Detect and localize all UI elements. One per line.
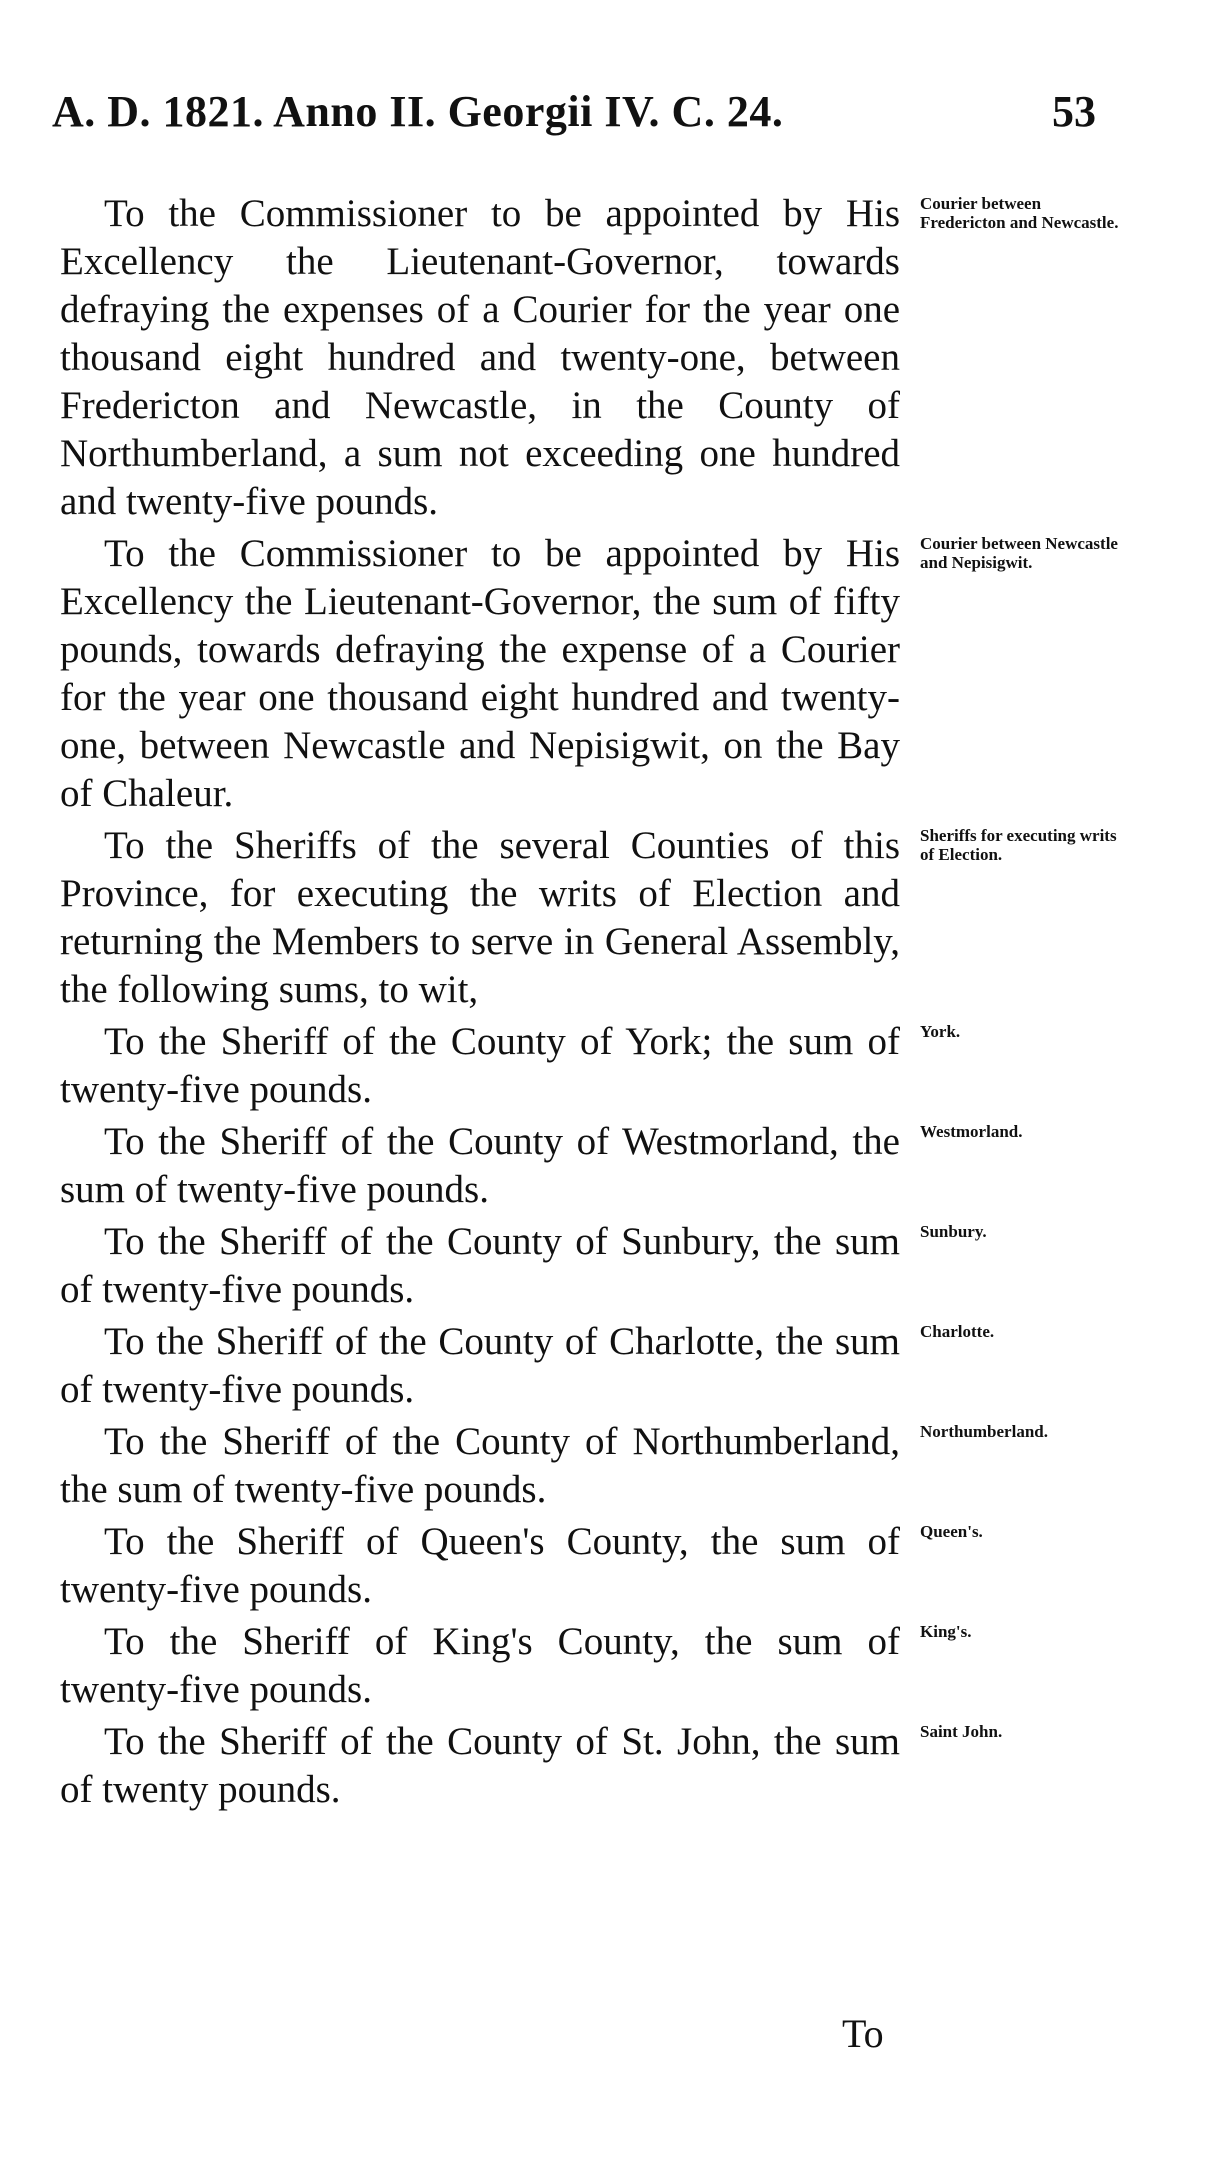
- entry-courier-fredericton-newcastle: [60, 190, 1119, 526]
- entry-text: To the Sheriff of the County of Northumberland, the sum of twenty-five pounds.: [60, 1420, 900, 1511]
- side-note: Westmorland.: [920, 1122, 1023, 1141]
- entry-sheriff-northumberland: [60, 1418, 1048, 1514]
- entry-sheriff-saint-john: [60, 1718, 1003, 1814]
- entry-text: To the Commissioner to be appointed by His Excellency the Lieutenant-Governor, towards defraying the expenses of a Courier for the year one thousand eight hundred and twenty-one, between Fredericton and Newcastle, in the County of Northumberland, a sum not exceeding one hundred and twenty-five pounds.: [60, 192, 900, 523]
- side-note: Charlotte.: [920, 1322, 995, 1341]
- entry-text: To the Sheriffs of the several Counties of this Province, for executing the writs of Election and returning the Members to serve in General Assembly, the following sums, to wit,: [60, 824, 900, 1011]
- entry-sheriff-kings: [60, 1618, 972, 1714]
- side-note: Saint John.: [920, 1722, 1003, 1741]
- side-note: Queen's.: [920, 1522, 983, 1541]
- entry-text: To the Commissioner to be appointed by His Excellency the Lieutenant-Governor, the sum of fifty pounds, towards defraying the expense of a Courier for the year one thousand eight hundred and twenty-one, between Newcastle and Nepisigwit, on the Bay of Chaleur.: [60, 532, 900, 815]
- entry-text: To the Sheriff of Queen's County, the sum of twenty-five pounds.: [60, 1520, 900, 1611]
- side-note: Sunbury.: [920, 1222, 987, 1241]
- side-note: King's.: [920, 1622, 972, 1641]
- side-note: Courier between Newcastle and Nepisigwit.: [920, 534, 1118, 572]
- entry-sheriff-westmorland: [60, 1118, 1023, 1214]
- catchword: To: [842, 2011, 884, 2056]
- entry-sheriff-york: [60, 1018, 961, 1114]
- entry-text: To the Sheriff of the County of Sunbury, the sum of twenty-five pounds.: [60, 1220, 900, 1311]
- side-note: York.: [920, 1022, 961, 1041]
- body-text: [60, 190, 1119, 1818]
- entry-text: To the Sheriff of King's County, the sum of twenty-five pounds.: [60, 1620, 900, 1711]
- entry-sheriff-charlotte: [60, 1318, 995, 1414]
- page-header: [52, 86, 1152, 146]
- entry-courier-newcastle-nepisigwit: [60, 530, 1118, 818]
- entry-text: To the Sheriff of the County of St. John, the sum of twenty pounds.: [60, 1720, 900, 1811]
- entry-sheriff-queens: [60, 1518, 983, 1614]
- entry-text: To the Sheriff of the County of Westmorland, the sum of twenty-five pounds.: [60, 1120, 900, 1211]
- running-head: A. D. 1821. Anno II. Georgii IV. C. 24.: [52, 87, 784, 136]
- page-number: 53: [1052, 87, 1096, 136]
- side-note: Sheriffs for executing writs of Election.: [920, 826, 1117, 864]
- side-note: Courier between Fredericton and Newcastle.: [920, 194, 1119, 232]
- entry-text: To the Sheriff of the County of York; the sum of twenty-five pounds.: [60, 1020, 900, 1111]
- side-note: Northumberland.: [920, 1422, 1048, 1441]
- entry-sheriffs-election-writs: [60, 822, 1117, 1014]
- entry-text: To the Sheriff of the County of Charlotte, the sum of twenty-five pounds.: [60, 1320, 900, 1411]
- entry-sheriff-sunbury: [60, 1218, 987, 1314]
